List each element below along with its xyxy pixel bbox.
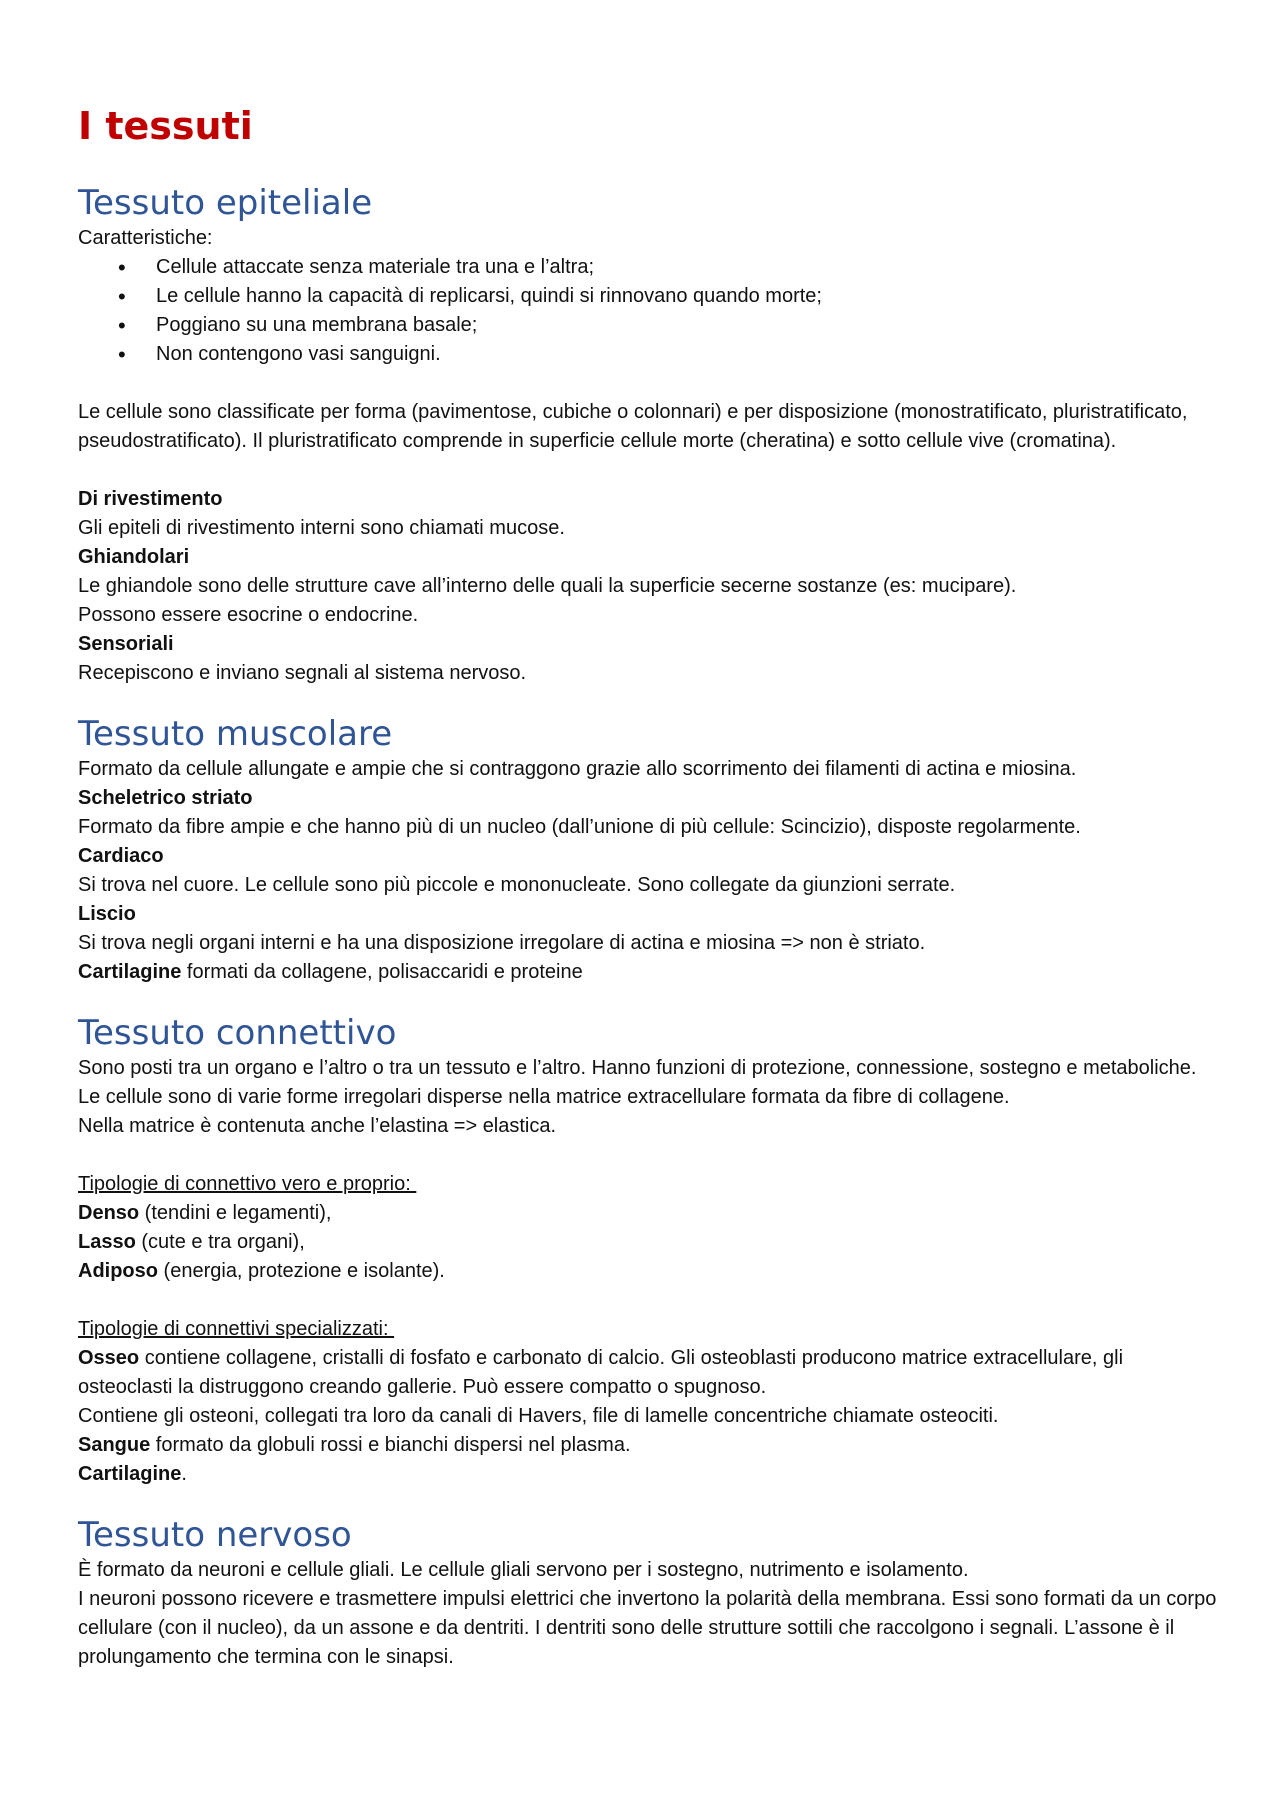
connettivo-text-3: Nella matrice è contenuta anche l’elastina => elastica. bbox=[78, 1115, 557, 1137]
section-connettivo bbox=[78, 1012, 1218, 1489]
rivestimento-text: Gli epiteli di rivestimento interni sono chiamati mucose. bbox=[78, 517, 565, 539]
heading-nervoso: Tessuto nervoso bbox=[78, 1515, 352, 1555]
muscolare-intro: Formato da cellule allungate e ampie che si contraggono grazie allo scorrimento dei filamenti di actina e miosina. bbox=[78, 758, 1077, 780]
specializzati-title: Tipologie di connettivi specializzati: bbox=[78, 1318, 395, 1340]
heading-muscolare: Tessuto muscolare bbox=[78, 714, 393, 754]
scheletrico-text: Formato da fibre ampie e che hanno più di un nucleo (dall’unione di più cellule: Scincizio), disposte regolarmente. bbox=[78, 816, 1081, 838]
cardiaco-text: Si trova nel cuore. Le cellule sono più piccole e mononucleate. Sono collegate da giunzioni serrate. bbox=[78, 874, 956, 896]
sangue-line bbox=[78, 1431, 1218, 1460]
sensoriali-text: Recepiscono e inviano segnali al sistema nervoso. bbox=[78, 662, 527, 684]
cartilagine-label: Cartilagine bbox=[78, 1463, 182, 1485]
section-epiteliale bbox=[78, 182, 1218, 688]
epiteliale-paragraph: Le cellule sono classificate per forma (pavimentose, cubiche o colonnari) e per disposizione (monostratificato, pluristratificato, pseudostratificato). Il pluristratificato comprende in superficie cellule morte (cheratina) e sotto cellule vive (cromatina). bbox=[78, 401, 1188, 452]
document-page bbox=[78, 96, 1218, 1672]
heading-epiteliale: Tessuto epiteliale bbox=[78, 183, 373, 223]
ghiandolari-text-2: Possono essere esocrine o endocrine. bbox=[78, 604, 419, 626]
sangue-label: Sangue bbox=[78, 1434, 151, 1456]
scheletrico-title: Scheletrico striato bbox=[78, 787, 253, 809]
document-title: I tessuti bbox=[78, 104, 253, 148]
vero-proprio-title: Tipologie di connettivo vero e proprio: bbox=[78, 1173, 417, 1195]
denso-label: Denso bbox=[78, 1202, 140, 1224]
cartilagine-label: Cartilagine bbox=[78, 961, 182, 983]
section-nervoso bbox=[78, 1514, 1218, 1672]
lasso-line bbox=[78, 1228, 1218, 1257]
nervoso-text-1: È formato da neuroni e cellule gliali. Le cellule gliali servono per i sostegno, nutrimento e isolamento. bbox=[78, 1559, 969, 1581]
adiposo-label: Adiposo bbox=[78, 1260, 158, 1282]
sensoriali-title: Sensoriali bbox=[78, 633, 174, 655]
cartilagine-text: . bbox=[181, 1463, 187, 1485]
denso-text: (tendini e legamenti), bbox=[139, 1202, 332, 1224]
epiteliale-intro: Caratteristiche: bbox=[78, 227, 213, 249]
muscolare-cartilagine-line bbox=[78, 958, 1218, 987]
osteoni-text: Contiene gli osteoni, collegati tra loro da canali di Havers, file di lamelle concentriche chiamate osteociti. bbox=[78, 1405, 999, 1427]
liscio-text: Si trova negli organi interni e ha una disposizione irregolare di actina e miosina => non è striato. bbox=[78, 932, 926, 954]
epiteliale-bullet-list bbox=[78, 253, 1218, 369]
sangue-text: formato da globuli rossi e bianchi dispersi nel plasma. bbox=[150, 1434, 631, 1456]
adiposo-text: (energia, protezione e isolante). bbox=[158, 1260, 445, 1282]
ghiandolari-title: Ghiandolari bbox=[78, 546, 190, 568]
rivestimento-title: Di rivestimento bbox=[78, 488, 223, 510]
heading-connettivo: Tessuto connettivo bbox=[78, 1013, 397, 1053]
connettivo-text-1: Sono posti tra un organo e l’altro o tra un tessuto e l’altro. Hanno funzioni di protezione, connessione, sostegno e metaboliche. bbox=[78, 1057, 1197, 1079]
ghiandolari-text: Le ghiandole sono delle strutture cave all’interno delle quali la superficie secerne sostanze (es: mucipare). bbox=[78, 575, 1017, 597]
connettivo-cartilagine-line bbox=[78, 1460, 1218, 1489]
liscio-title: Liscio bbox=[78, 903, 136, 925]
cardiaco-title: Cardiaco bbox=[78, 845, 164, 867]
section-muscolare bbox=[78, 713, 1218, 987]
lasso-text: (cute e tra organi), bbox=[135, 1231, 305, 1253]
lasso-label: Lasso bbox=[78, 1231, 136, 1253]
connettivo-text-2: Le cellule sono di varie forme irregolari disperse nella matrice extracellulare formata da fibre di collagene. bbox=[78, 1086, 1010, 1108]
nervoso-text-2: I neuroni possono ricevere e trasmettere impulsi elettrici che invertono la polarità della membrana. Essi sono formati da un corpo cellulare (con il nucleo), da un assone e da dentriti. I dentriti sono delle strutture sottili che raccolgono i segnali. L’assone è il prolungamento che termina con le sinapsi. bbox=[78, 1588, 1217, 1668]
list-item: • Le cellule hanno la capacità di replicarsi, quindi si rinnovano quando morte; bbox=[156, 282, 1218, 311]
osseo-line bbox=[78, 1344, 1218, 1402]
list-item: • Cellule attaccate senza materiale tra una e l’altra; bbox=[156, 253, 1218, 282]
cartilagine-text: formati da collagene, polisaccaridi e proteine bbox=[181, 961, 583, 983]
list-item: • Non contengono vasi sanguigni. bbox=[156, 340, 1218, 369]
adiposo-line bbox=[78, 1257, 1218, 1286]
osseo-text: contiene collagene, cristalli di fosfato e carbonato di calcio. Gli osteoblasti producono matrice extracellulare, gli osteoclasti la distruggono creando gallerie. Può essere compatto o spugnoso. bbox=[78, 1347, 1124, 1398]
osseo-label: Osseo bbox=[78, 1347, 140, 1369]
denso-line bbox=[78, 1199, 1218, 1228]
list-item: • Poggiano su una membrana basale; bbox=[156, 311, 1218, 340]
